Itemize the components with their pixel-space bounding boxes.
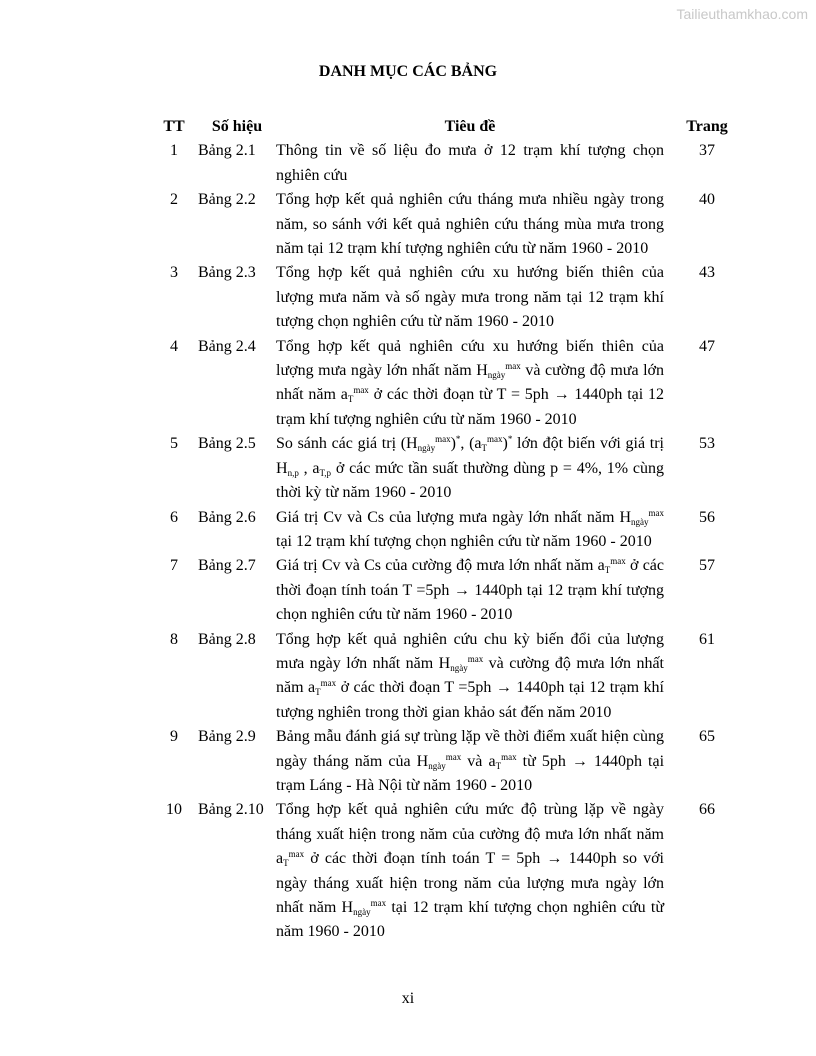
table-row	[152, 261, 740, 334]
superscript: max	[353, 385, 369, 396]
subscript: T	[283, 858, 289, 869]
page-ref: 57	[699, 557, 715, 575]
title-text: và cường độ mưa lớn nhất năm a	[276, 654, 664, 697]
subscript: T	[604, 565, 611, 576]
page-ref: 53	[699, 435, 715, 453]
subscript: n,p	[287, 467, 299, 478]
table-title	[276, 188, 664, 261]
table-id: Bảng 2.6	[198, 508, 256, 526]
table-title	[276, 725, 664, 798]
table-id: Bảng 2.8	[198, 630, 256, 648]
title-text: Bảng mẫu đánh giá sự trùng lặp về thời điểm xuất hiện cùng ngày tháng năm của H	[276, 728, 664, 770]
title-text: Giá trị Cv và Cs của cường độ mưa lớn nhất năm a	[276, 557, 605, 575]
table-title	[276, 554, 664, 627]
subscript: T	[347, 394, 354, 405]
title-text: Tổng hợp kết quả nghiên cứu chu kỳ biến đổi của lượng mưa ngày lớn nhất năm H	[276, 630, 664, 672]
page-ref: 66	[699, 801, 715, 819]
table-title	[276, 506, 664, 555]
row-number: 8	[170, 630, 178, 648]
table-row	[152, 554, 740, 627]
subscript: ngày	[417, 443, 436, 454]
table-id: Bảng 2.5	[198, 435, 256, 453]
superscript: max	[487, 434, 503, 445]
row-number: 5	[170, 435, 178, 453]
title-text: ở các thời đoạn từ T = 5ph → 1440ph tại 12 trạm khí tượng nghiên cứu từ năm 1960 - 2010	[276, 386, 665, 428]
page-ref: 56	[699, 508, 715, 526]
title-text: , a	[298, 459, 320, 477]
superscript: max	[505, 361, 521, 372]
row-number: 10	[166, 801, 182, 819]
title-text: ở các thời đoạn tính toán T =5ph → 1440ph tại 12 trạm khí tượng chọn nghiên cứu từ năm 1960 - 2010	[276, 557, 665, 624]
superscript: max	[501, 751, 517, 762]
table-row	[152, 188, 740, 261]
title-text: tại 12 trạm khí tượng chọn nghiên cứu từ năm 1960 - 2010	[276, 899, 665, 941]
page-number: xi	[401, 990, 415, 1007]
superscript: max	[467, 653, 484, 664]
table-id: Bảng 2.3	[198, 264, 256, 282]
subscript: ngày	[631, 516, 649, 527]
page-ref: 65	[699, 728, 715, 746]
subscript: T	[315, 687, 321, 698]
superscript: max	[648, 507, 664, 518]
table-title	[276, 432, 664, 505]
header-trang: Trang	[686, 118, 728, 135]
title-text: So sánh các giá trị (H	[276, 435, 418, 453]
subscript: ngày	[353, 907, 371, 917]
table-title	[276, 139, 664, 188]
title-text: tại 12 trạm khí tượng chọn nghiên cứu từ năm 1960 - 2010	[276, 532, 652, 550]
title-text: lớn đột biến với giá trị H	[276, 435, 664, 477]
superscript: *	[507, 434, 513, 445]
title-text: ở các mức tần suất thường dùng p = 4%, 1% cùng thời kỳ từ năm 1960 - 2010	[276, 459, 664, 502]
title-text: Tổng hợp kết quả nghiên cứu mức độ trùng lặp về ngày tháng xuất hiện trong năm của cường độ mưa lớn nhất năm a	[276, 801, 664, 868]
title-text: từ 5ph → 1440ph tại trạm Láng - Hà Nội từ năm 1960 - 2010	[276, 752, 665, 794]
table-row	[152, 506, 740, 555]
title-text: Tổng hợp kết quả nghiên cứu xu hướng biến thiên của lượng mưa ngày lớn nhất năm H	[276, 337, 664, 380]
title-text: ở các thời đoạn tính toán T = 5ph → 1440ph so với ngày tháng xuất hiện trong năm của lượng mưa ngày lớn nhất năm H	[276, 850, 664, 916]
subscript: ngày	[450, 662, 468, 673]
row-number: 7	[170, 557, 178, 575]
table-row	[152, 725, 740, 798]
table-row	[152, 628, 740, 726]
table-id: Bảng 2.1	[198, 142, 256, 160]
header-tt: TT	[163, 118, 185, 135]
table-id: Bảng 2.7	[198, 557, 256, 575]
subscript: T,p	[319, 467, 332, 478]
table-title	[276, 798, 664, 944]
header-so-hieu: Số hiệu	[211, 118, 263, 135]
row-number: 2	[170, 191, 178, 209]
title-text: )	[450, 435, 456, 453]
row-number: 1	[170, 142, 178, 160]
title-text: Thông tin về số liệu đo mưa ở 12 trạm khí tượng chọn nghiên cứu	[276, 142, 664, 184]
page-ref: 47	[699, 337, 715, 355]
page-ref: 43	[699, 264, 715, 282]
superscript: max	[445, 751, 462, 762]
title-text: ở các thời đoạn T =5ph → 1440ph tại 12 trạm khí tượng nghiên trong thời gian khảo sát đến năm 2010	[276, 679, 664, 721]
table-list	[152, 115, 740, 945]
subscript: T	[495, 760, 502, 771]
table-title	[276, 335, 664, 433]
table-id: Bảng 2.4	[198, 337, 256, 355]
header-tieu-de: Tiêu đề	[444, 118, 496, 135]
table-header-row	[152, 115, 740, 139]
title-text: và cường độ mưa lớn nhất năm a	[276, 362, 665, 404]
table-id: Bảng 2.2	[198, 191, 256, 209]
superscript: max	[320, 678, 337, 689]
title-text: Giá trị Cv và Cs của lượng mưa ngày lớn nhất năm H	[276, 508, 631, 526]
superscript: max	[435, 434, 451, 445]
title-text: )	[502, 435, 508, 453]
title-text: Tổng hợp kết quả nghiên cứu tháng mưa nhiều ngày trong năm, so sánh với kết quả nghiên cứu tháng mùa mưa trong năm tại 12 trạm khí tượng nghiên cứu từ năm 1960 - 2010	[276, 191, 664, 258]
table-row	[152, 139, 740, 188]
title-text: và a	[461, 752, 496, 770]
table-title	[276, 261, 664, 334]
subscript: ngày	[428, 760, 446, 771]
table-id: Bảng 2.9	[198, 728, 256, 746]
page-ref: 40	[699, 191, 715, 209]
table-row	[152, 432, 740, 505]
table-row	[152, 335, 740, 433]
page-ref: 37	[699, 142, 715, 160]
subscript: ngày	[487, 370, 506, 381]
superscript: max	[288, 849, 305, 860]
row-number: 4	[170, 337, 178, 355]
page-title: DANH MỤC CÁC BẢNG	[318, 63, 498, 80]
title-text: Tổng hợp kết quả nghiên cứu xu hướng biến thiên của lượng mưa năm và số ngày mưa trong năm tại 12 trạm khí tượng chọn nghiên cứu từ năm 1960 - 2010	[276, 264, 664, 331]
row-number: 9	[170, 728, 178, 746]
row-number: 3	[170, 264, 178, 282]
superscript: max	[370, 898, 387, 908]
page-ref: 61	[699, 630, 715, 648]
title-text: , (a	[460, 435, 482, 453]
subscript: T	[481, 443, 488, 454]
table-title	[276, 628, 664, 726]
row-number: 6	[170, 508, 178, 526]
watermark: Tailieuthamkhao.com	[676, 6, 808, 22]
table-id: Bảng 2.10	[198, 801, 264, 819]
table-row	[152, 798, 740, 944]
superscript: max	[610, 556, 626, 567]
superscript: *	[455, 434, 461, 445]
